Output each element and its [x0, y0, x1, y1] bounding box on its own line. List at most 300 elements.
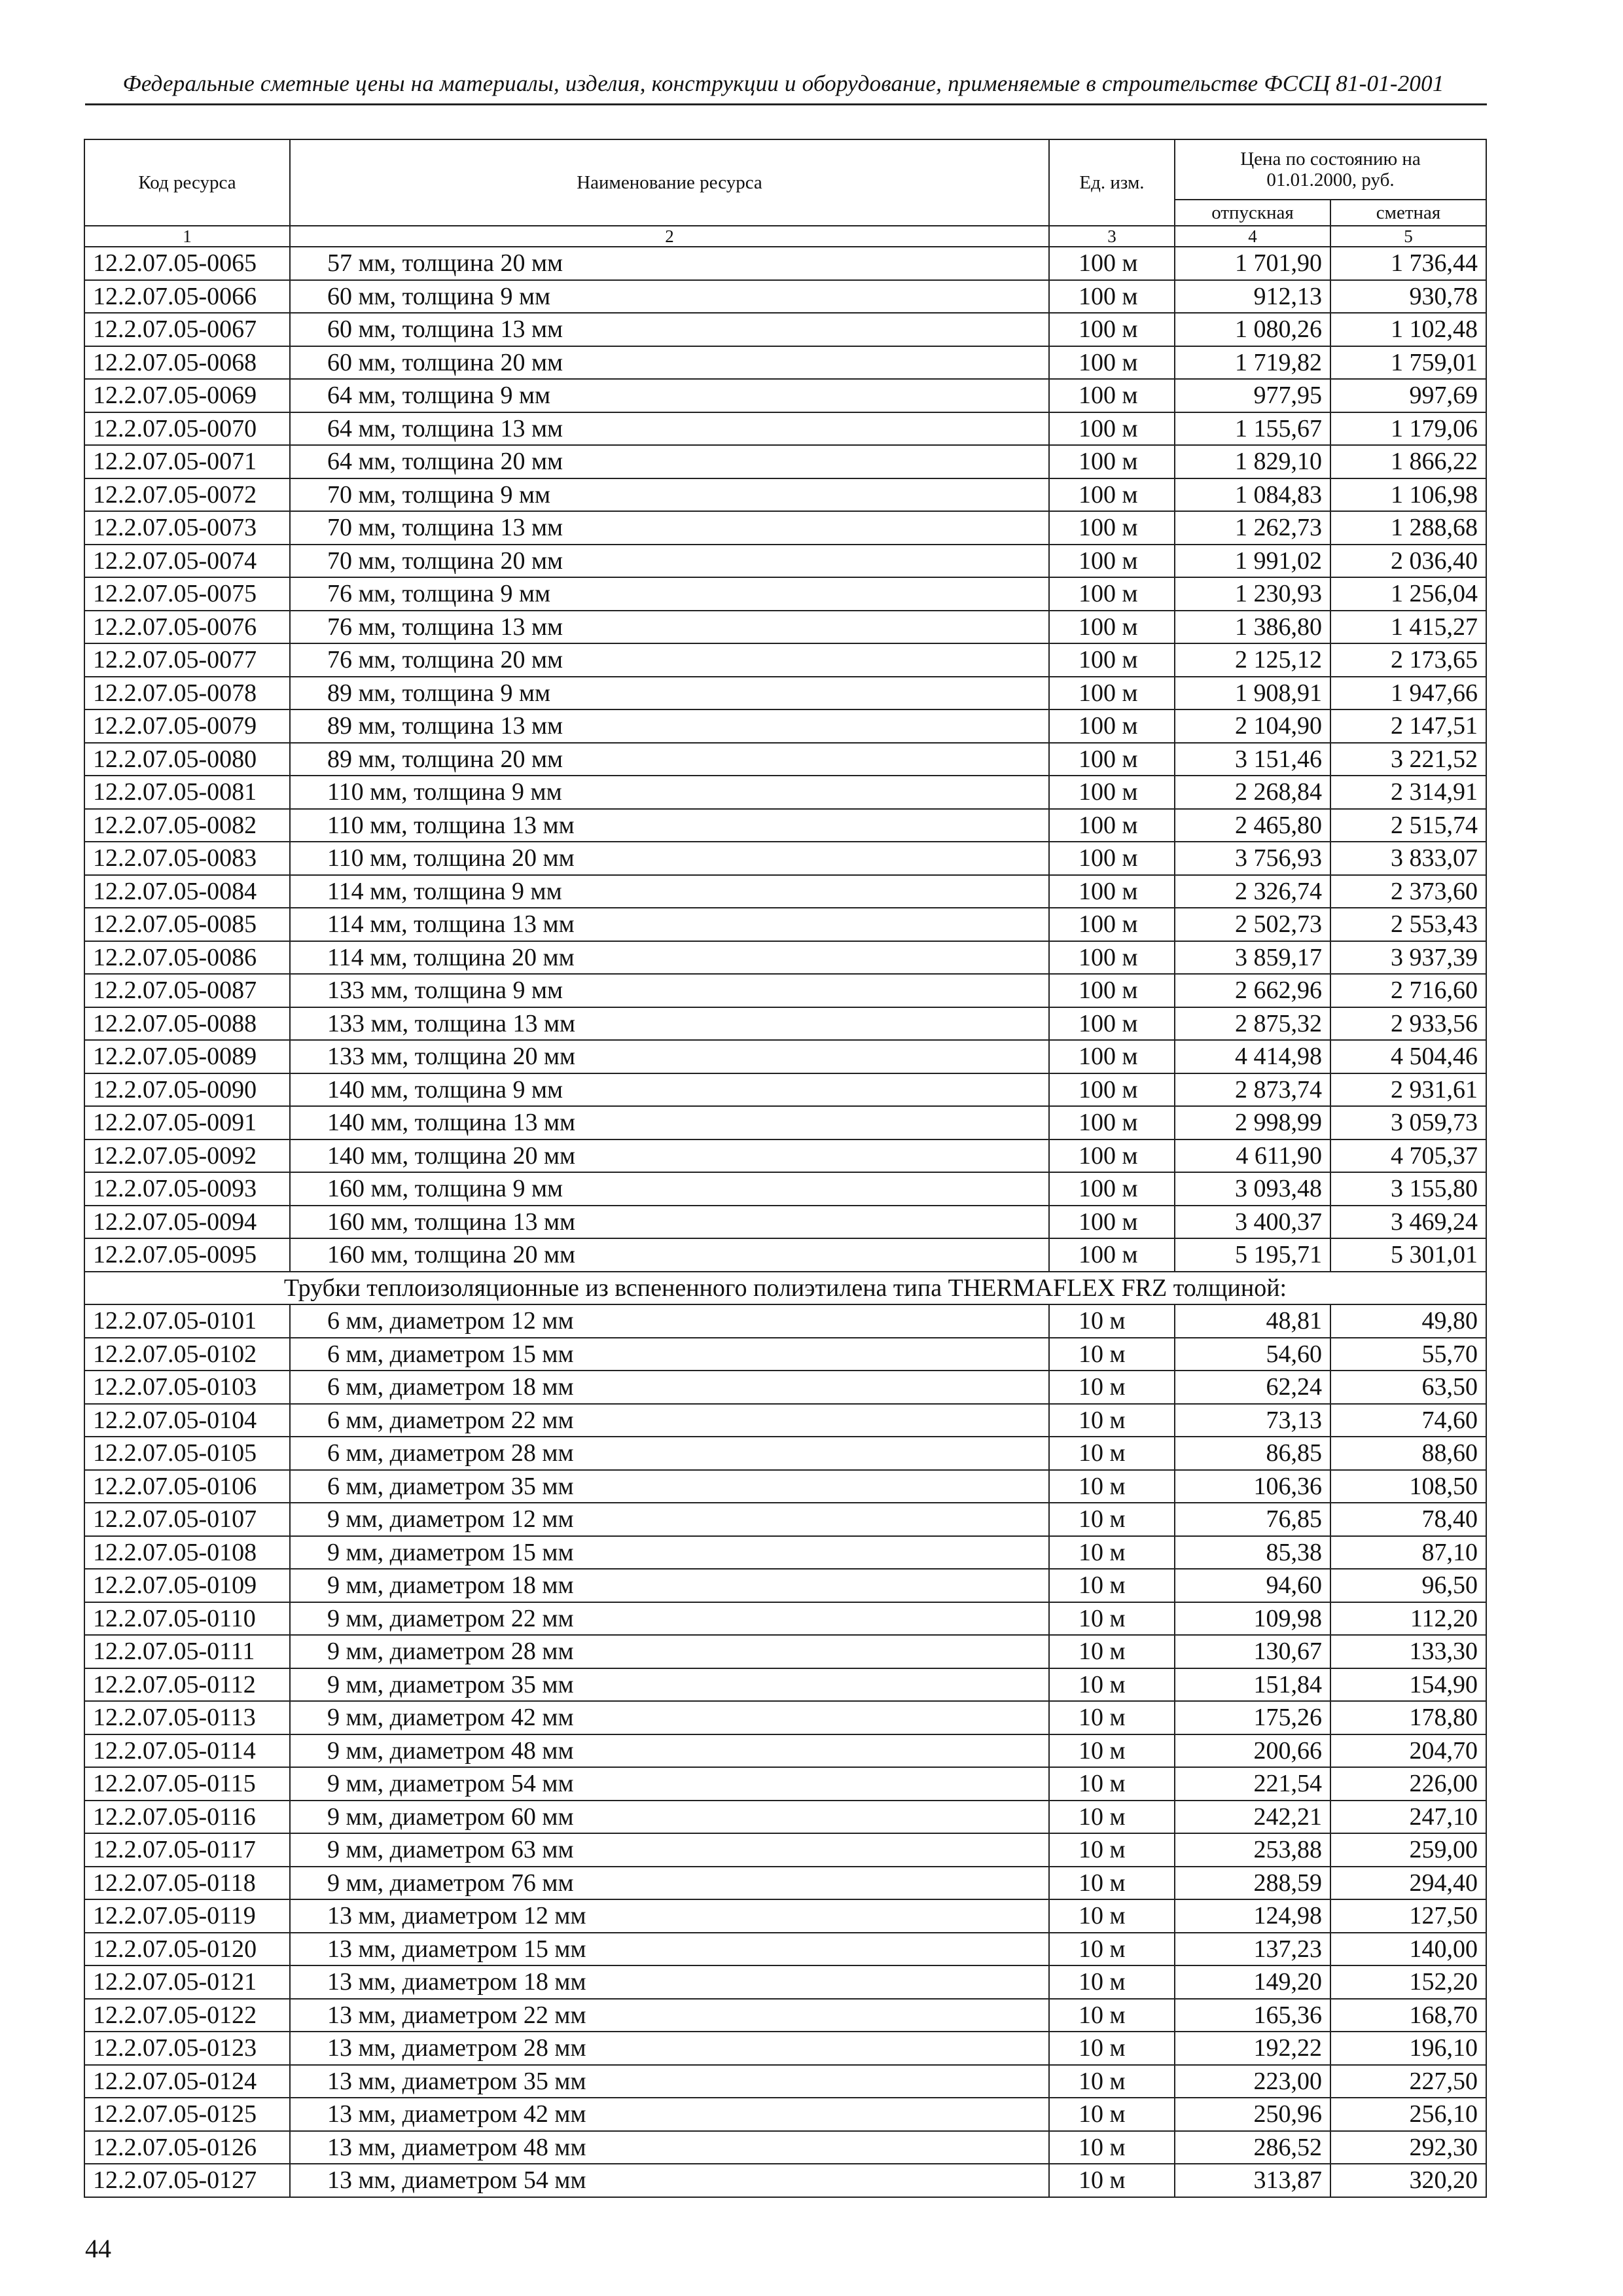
resource-name-cell: 140 мм, толщина 9 мм — [290, 1073, 1049, 1107]
price-estimate-cell: 1 415,27 — [1330, 611, 1486, 644]
price-release-cell: 3 859,17 — [1175, 941, 1330, 975]
price-estimate-cell: 152,20 — [1330, 1965, 1486, 1999]
resource-code-cell: 12.2.07.05-0106 — [84, 1470, 290, 1503]
resource-name-cell: 64 мм, толщина 13 мм — [290, 412, 1049, 446]
price-estimate-cell: 168,70 — [1330, 1999, 1486, 2032]
unit-cell: 10 м — [1049, 1668, 1175, 1702]
price-release-cell: 1 908,91 — [1175, 677, 1330, 710]
price-estimate-cell: 3 833,07 — [1330, 842, 1486, 875]
resource-code-cell: 12.2.07.05-0094 — [84, 1206, 290, 1239]
resource-code-cell: 12.2.07.05-0101 — [84, 1304, 290, 1338]
resource-name-cell: 13 мм, диаметром 22 мм — [290, 1999, 1049, 2032]
price-release-cell: 73,13 — [1175, 1404, 1330, 1437]
table-row — [84, 1470, 1486, 1503]
price-estimate-cell: 3 937,39 — [1330, 941, 1486, 975]
column-number-row — [84, 226, 1486, 247]
price-estimate-cell: 1 102,48 — [1330, 313, 1486, 346]
unit-cell: 100 м — [1049, 677, 1175, 710]
price-estimate-cell: 2 173,65 — [1330, 643, 1486, 677]
price-release-cell: 1 230,93 — [1175, 577, 1330, 611]
resource-code-cell: 12.2.07.05-0081 — [84, 776, 290, 809]
table-row — [84, 1933, 1486, 1966]
price-estimate-cell: 247,10 — [1330, 1801, 1486, 1834]
table-row — [84, 776, 1486, 809]
resource-code-cell: 12.2.07.05-0091 — [84, 1106, 290, 1139]
table-row — [84, 1536, 1486, 1570]
price-estimate-cell: 2 931,61 — [1330, 1073, 1486, 1107]
resource-name-cell: 9 мм, диаметром 15 мм — [290, 1536, 1049, 1570]
resource-name-cell: 9 мм, диаметром 63 мм — [290, 1833, 1049, 1867]
price-release-cell: 109,98 — [1175, 1602, 1330, 1636]
price-estimate-cell: 1 288,68 — [1330, 511, 1486, 545]
resource-name-cell: 76 мм, толщина 9 мм — [290, 577, 1049, 611]
column-number: 3 — [1049, 226, 1175, 247]
price-release-cell: 1 155,67 — [1175, 412, 1330, 446]
resource-name-cell: 6 мм, диаметром 12 мм — [290, 1304, 1049, 1338]
price-estimate-cell: 112,20 — [1330, 1602, 1486, 1636]
price-release-cell: 3 151,46 — [1175, 743, 1330, 776]
price-release-cell: 192,22 — [1175, 2032, 1330, 2065]
table-row — [84, 346, 1486, 380]
price-estimate-cell: 88,60 — [1330, 1437, 1486, 1470]
table-row — [84, 1767, 1486, 1801]
price-estimate-cell: 55,70 — [1330, 1338, 1486, 1371]
resource-code-cell: 12.2.07.05-0114 — [84, 1734, 290, 1768]
unit-cell: 100 м — [1049, 346, 1175, 380]
resource-name-cell: 13 мм, диаметром 18 мм — [290, 1965, 1049, 1999]
table-row — [84, 280, 1486, 314]
table-row — [84, 908, 1486, 941]
price-estimate-cell: 4 504,46 — [1330, 1040, 1486, 1073]
resource-name-cell: 13 мм, диаметром 54 мм — [290, 2164, 1049, 2197]
price-release-cell: 54,60 — [1175, 1338, 1330, 1371]
resource-code-cell: 12.2.07.05-0087 — [84, 974, 290, 1007]
resource-name-cell: 110 мм, толщина 9 мм — [290, 776, 1049, 809]
resource-name-cell: 60 мм, толщина 9 мм — [290, 280, 1049, 314]
resource-code-cell: 12.2.07.05-0125 — [84, 2098, 290, 2131]
col-header-name: Наименование ресурса — [290, 139, 1049, 226]
resource-name-cell: 6 мм, диаметром 15 мм — [290, 1338, 1049, 1371]
price-release-cell: 2 662,96 — [1175, 974, 1330, 1007]
table-row — [84, 842, 1486, 875]
price-estimate-cell: 2 553,43 — [1330, 908, 1486, 941]
price-estimate-cell: 178,80 — [1330, 1701, 1486, 1734]
resource-code-cell: 12.2.07.05-0095 — [84, 1238, 290, 1272]
price-release-cell: 1 701,90 — [1175, 247, 1330, 280]
price-release-cell: 2 465,80 — [1175, 809, 1330, 842]
price-release-cell: 977,95 — [1175, 379, 1330, 412]
price-release-cell: 175,26 — [1175, 1701, 1330, 1734]
unit-cell: 10 м — [1049, 1338, 1175, 1371]
unit-cell: 10 м — [1049, 2032, 1175, 2065]
resource-name-cell: 160 мм, толщина 9 мм — [290, 1172, 1049, 1206]
resource-name-cell: 13 мм, диаметром 28 мм — [290, 2032, 1049, 2065]
unit-cell: 10 м — [1049, 1635, 1175, 1668]
price-estimate-cell: 292,30 — [1330, 2131, 1486, 2164]
resource-code-cell: 12.2.07.05-0116 — [84, 1801, 290, 1834]
price-estimate-cell: 2 515,74 — [1330, 809, 1486, 842]
unit-cell: 100 м — [1049, 1206, 1175, 1239]
resource-name-cell: 114 мм, толщина 9 мм — [290, 875, 1049, 908]
resource-code-cell: 12.2.07.05-0111 — [84, 1635, 290, 1668]
resource-name-cell: 89 мм, толщина 13 мм — [290, 709, 1049, 743]
price-estimate-cell: 108,50 — [1330, 1470, 1486, 1503]
unit-cell: 100 м — [1049, 1007, 1175, 1041]
table-row — [84, 1206, 1486, 1239]
unit-cell: 100 м — [1049, 776, 1175, 809]
table-row — [84, 1867, 1486, 1900]
resource-code-cell: 12.2.07.05-0089 — [84, 1040, 290, 1073]
price-release-cell: 62,24 — [1175, 1371, 1330, 1404]
unit-cell: 10 м — [1049, 1470, 1175, 1503]
price-estimate-cell: 74,60 — [1330, 1404, 1486, 1437]
price-estimate-cell: 154,90 — [1330, 1668, 1486, 1702]
unit-cell: 100 м — [1049, 1106, 1175, 1139]
table-row — [84, 1338, 1486, 1371]
price-release-cell: 137,23 — [1175, 1933, 1330, 1966]
resource-name-cell: 13 мм, диаметром 15 мм — [290, 1933, 1049, 1966]
table-row — [84, 379, 1486, 412]
price-release-cell: 106,36 — [1175, 1470, 1330, 1503]
unit-cell: 100 м — [1049, 908, 1175, 941]
price-release-cell: 3 093,48 — [1175, 1172, 1330, 1206]
resource-name-cell: 70 мм, толщина 9 мм — [290, 478, 1049, 512]
price-estimate-cell: 294,40 — [1330, 1867, 1486, 1900]
price-release-cell: 124,98 — [1175, 1899, 1330, 1933]
resource-code-cell: 12.2.07.05-0067 — [84, 313, 290, 346]
col-header-unit: Ед. изм. — [1049, 139, 1175, 226]
price-release-cell: 253,88 — [1175, 1833, 1330, 1867]
resource-code-cell: 12.2.07.05-0119 — [84, 1899, 290, 1933]
resource-name-cell: 60 мм, толщина 13 мм — [290, 313, 1049, 346]
unit-cell: 100 м — [1049, 643, 1175, 677]
resource-code-cell: 12.2.07.05-0090 — [84, 1073, 290, 1107]
unit-cell: 10 м — [1049, 2131, 1175, 2164]
price-release-cell: 4 414,98 — [1175, 1040, 1330, 1073]
price-estimate-cell: 204,70 — [1330, 1734, 1486, 1768]
resource-name-cell: 9 мм, диаметром 28 мм — [290, 1635, 1049, 1668]
resource-code-cell: 12.2.07.05-0079 — [84, 709, 290, 743]
table-row — [84, 1304, 1486, 1338]
resource-code-cell: 12.2.07.05-0070 — [84, 412, 290, 446]
unit-cell: 10 м — [1049, 1536, 1175, 1570]
table-row — [84, 577, 1486, 611]
resource-code-cell: 12.2.07.05-0118 — [84, 1867, 290, 1900]
table-row — [84, 1437, 1486, 1470]
table-row — [84, 2032, 1486, 2065]
resource-code-cell: 12.2.07.05-0112 — [84, 1668, 290, 1702]
resource-code-cell: 12.2.07.05-0121 — [84, 1965, 290, 1999]
table-row — [84, 743, 1486, 776]
unit-cell: 100 м — [1049, 412, 1175, 446]
resource-name-cell: 9 мм, диаметром 48 мм — [290, 1734, 1049, 1768]
unit-cell: 10 м — [1049, 1801, 1175, 1834]
unit-cell: 100 м — [1049, 545, 1175, 578]
table-row — [84, 1503, 1486, 1536]
resource-code-cell: 12.2.07.05-0066 — [84, 280, 290, 314]
price-estimate-cell: 96,50 — [1330, 1569, 1486, 1602]
unit-cell: 10 м — [1049, 1371, 1175, 1404]
table-row — [84, 1833, 1486, 1867]
resource-name-cell: 6 мм, диаметром 18 мм — [290, 1371, 1049, 1404]
price-release-cell: 149,20 — [1175, 1965, 1330, 1999]
unit-cell: 100 м — [1049, 478, 1175, 512]
price-release-cell: 250,96 — [1175, 2098, 1330, 2131]
resource-code-cell: 12.2.07.05-0103 — [84, 1371, 290, 1404]
unit-cell: 100 м — [1049, 379, 1175, 412]
price-estimate-cell: 997,69 — [1330, 379, 1486, 412]
resource-name-cell: 64 мм, толщина 9 мм — [290, 379, 1049, 412]
price-estimate-cell: 87,10 — [1330, 1536, 1486, 1570]
resource-code-cell: 12.2.07.05-0117 — [84, 1833, 290, 1867]
unit-cell: 10 м — [1049, 1569, 1175, 1602]
col-header-code: Код ресурса — [84, 139, 290, 226]
resource-code-cell: 12.2.07.05-0071 — [84, 445, 290, 478]
price-release-cell: 912,13 — [1175, 280, 1330, 314]
unit-cell: 100 м — [1049, 1139, 1175, 1173]
unit-cell: 10 м — [1049, 1933, 1175, 1966]
price-release-cell: 2 104,90 — [1175, 709, 1330, 743]
price-release-cell: 242,21 — [1175, 1801, 1330, 1834]
resource-code-cell: 12.2.07.05-0072 — [84, 478, 290, 512]
price-release-cell: 1 080,26 — [1175, 313, 1330, 346]
price-release-cell: 4 611,90 — [1175, 1139, 1330, 1173]
unit-cell: 10 м — [1049, 1503, 1175, 1536]
resource-name-cell: 57 мм, толщина 20 мм — [290, 247, 1049, 280]
unit-cell: 10 м — [1049, 1404, 1175, 1437]
unit-cell: 10 м — [1049, 1767, 1175, 1801]
resource-name-cell: 13 мм, диаметром 42 мм — [290, 2098, 1049, 2131]
table-row — [84, 1801, 1486, 1834]
unit-cell: 10 м — [1049, 1833, 1175, 1867]
resource-code-cell: 12.2.07.05-0069 — [84, 379, 290, 412]
price-release-cell: 3 756,93 — [1175, 842, 1330, 875]
resource-code-cell: 12.2.07.05-0065 — [84, 247, 290, 280]
unit-cell: 100 м — [1049, 511, 1175, 545]
resource-name-cell: 6 мм, диаметром 22 мм — [290, 1404, 1049, 1437]
price-estimate-cell: 1 759,01 — [1330, 346, 1486, 380]
price-estimate-cell: 256,10 — [1330, 2098, 1486, 2131]
resource-name-cell: 9 мм, диаметром 54 мм — [290, 1767, 1049, 1801]
price-estimate-cell: 2 373,60 — [1330, 875, 1486, 908]
price-table — [84, 139, 1487, 2198]
price-estimate-cell: 49,80 — [1330, 1304, 1486, 1338]
unit-cell: 100 м — [1049, 709, 1175, 743]
resource-name-cell: 140 мм, толщина 13 мм — [290, 1106, 1049, 1139]
price-estimate-cell: 5 301,01 — [1330, 1238, 1486, 1272]
table-row — [84, 809, 1486, 842]
resource-name-cell: 60 мм, толщина 20 мм — [290, 346, 1049, 380]
resource-name-cell: 76 мм, толщина 13 мм — [290, 611, 1049, 644]
table-row — [84, 1999, 1486, 2032]
resource-code-cell: 12.2.07.05-0092 — [84, 1139, 290, 1173]
price-estimate-cell: 1 866,22 — [1330, 445, 1486, 478]
price-release-cell: 2 125,12 — [1175, 643, 1330, 677]
section-block — [84, 1272, 1486, 1305]
table-row — [84, 2065, 1486, 2098]
unit-cell: 10 м — [1049, 1867, 1175, 1900]
resource-name-cell: 133 мм, толщина 13 мм — [290, 1007, 1049, 1041]
table-row — [84, 1106, 1486, 1139]
price-estimate-cell: 3 155,80 — [1330, 1172, 1486, 1206]
resource-name-cell: 140 мм, толщина 20 мм — [290, 1139, 1049, 1173]
price-release-cell: 313,87 — [1175, 2164, 1330, 2197]
price-release-cell: 76,85 — [1175, 1503, 1330, 1536]
table-row — [84, 412, 1486, 446]
price-estimate-cell: 2 716,60 — [1330, 974, 1486, 1007]
resource-code-cell: 12.2.07.05-0085 — [84, 908, 290, 941]
table-row — [84, 875, 1486, 908]
price-release-cell: 1 084,83 — [1175, 478, 1330, 512]
resource-name-cell: 9 мм, диаметром 22 мм — [290, 1602, 1049, 1636]
page-number: 44 — [85, 2234, 111, 2263]
price-release-cell: 86,85 — [1175, 1437, 1330, 1470]
unit-cell: 10 м — [1049, 1999, 1175, 2032]
price-release-cell: 1 829,10 — [1175, 445, 1330, 478]
table-row — [84, 2164, 1486, 2197]
price-estimate-cell: 1 947,66 — [1330, 677, 1486, 710]
price-estimate-cell: 2 314,91 — [1330, 776, 1486, 809]
price-estimate-cell: 1 256,04 — [1330, 577, 1486, 611]
price-release-cell: 221,54 — [1175, 1767, 1330, 1801]
table-row — [84, 545, 1486, 578]
unit-cell: 10 м — [1049, 1701, 1175, 1734]
resource-code-cell: 12.2.07.05-0082 — [84, 809, 290, 842]
table-row — [84, 941, 1486, 975]
price-release-cell: 2 998,99 — [1175, 1106, 1330, 1139]
resource-code-cell: 12.2.07.05-0102 — [84, 1338, 290, 1371]
resource-name-cell: 160 мм, толщина 20 мм — [290, 1238, 1049, 1272]
price-release-cell: 2 268,84 — [1175, 776, 1330, 809]
price-estimate-cell: 4 705,37 — [1330, 1139, 1486, 1173]
resource-code-cell: 12.2.07.05-0127 — [84, 2164, 290, 2197]
table-row — [84, 974, 1486, 1007]
table-body-pipes — [84, 247, 1486, 1272]
unit-cell: 100 м — [1049, 941, 1175, 975]
resource-name-cell: 133 мм, толщина 20 мм — [290, 1040, 1049, 1073]
price-estimate-cell: 63,50 — [1330, 1371, 1486, 1404]
table-row — [84, 1569, 1486, 1602]
resource-name-cell: 133 мм, толщина 9 мм — [290, 974, 1049, 1007]
price-estimate-cell: 3 469,24 — [1330, 1206, 1486, 1239]
resource-code-cell: 12.2.07.05-0093 — [84, 1172, 290, 1206]
unit-cell: 100 м — [1049, 1238, 1175, 1272]
price-estimate-cell: 2 933,56 — [1330, 1007, 1486, 1041]
resource-code-cell: 12.2.07.05-0080 — [84, 743, 290, 776]
resource-name-cell: 76 мм, толщина 20 мм — [290, 643, 1049, 677]
unit-cell: 100 м — [1049, 577, 1175, 611]
table-row — [84, 2098, 1486, 2131]
price-estimate-cell: 259,00 — [1330, 1833, 1486, 1867]
resource-code-cell: 12.2.07.05-0123 — [84, 2032, 290, 2065]
resource-name-cell: 70 мм, толщина 13 мм — [290, 511, 1049, 545]
table-row — [84, 677, 1486, 710]
price-estimate-cell: 1 106,98 — [1330, 478, 1486, 512]
unit-cell: 10 м — [1049, 1734, 1175, 1768]
resource-name-cell: 114 мм, толщина 13 мм — [290, 908, 1049, 941]
price-estimate-cell: 2 147,51 — [1330, 709, 1486, 743]
table-row — [84, 1007, 1486, 1041]
resource-code-cell: 12.2.07.05-0122 — [84, 1999, 290, 2032]
table-row — [84, 1371, 1486, 1404]
resource-name-cell: 64 мм, толщина 20 мм — [290, 445, 1049, 478]
resource-code-cell: 12.2.07.05-0104 — [84, 1404, 290, 1437]
col-header-price-group: Цена по состоянию на 01.01.2000, руб. — [1175, 139, 1486, 200]
price-release-cell: 151,84 — [1175, 1668, 1330, 1702]
resource-code-cell: 12.2.07.05-0120 — [84, 1933, 290, 1966]
price-estimate-cell: 2 036,40 — [1330, 545, 1486, 578]
unit-cell: 100 м — [1049, 974, 1175, 1007]
running-header: Федеральные сметные цены на материалы, изделия, конструкции и оборудование, применяемые в строительстве ФССЦ 81-01-2001 — [122, 71, 1444, 96]
resource-code-cell: 12.2.07.05-0115 — [84, 1767, 290, 1801]
header-rule — [85, 103, 1487, 105]
price-release-cell: 85,38 — [1175, 1536, 1330, 1570]
price-estimate-cell: 227,50 — [1330, 2065, 1486, 2098]
table-row — [84, 1668, 1486, 1702]
unit-cell: 10 м — [1049, 1437, 1175, 1470]
resource-name-cell: 9 мм, диаметром 18 мм — [290, 1569, 1049, 1602]
resource-name-cell: 6 мм, диаметром 28 мм — [290, 1437, 1049, 1470]
resource-code-cell: 12.2.07.05-0124 — [84, 2065, 290, 2098]
resource-code-cell: 12.2.07.05-0075 — [84, 577, 290, 611]
resource-code-cell: 12.2.07.05-0086 — [84, 941, 290, 975]
price-release-cell: 130,67 — [1175, 1635, 1330, 1668]
unit-cell: 10 м — [1049, 1899, 1175, 1933]
table-row — [84, 1404, 1486, 1437]
price-estimate-cell: 127,50 — [1330, 1899, 1486, 1933]
resource-name-cell: 9 мм, диаметром 35 мм — [290, 1668, 1049, 1702]
resource-code-cell: 12.2.07.05-0073 — [84, 511, 290, 545]
section-heading: Трубки теплоизоляционные из вспененного полиэтилена типа THERMAFLEX FRZ толщиной: — [84, 1272, 1486, 1305]
unit-cell: 10 м — [1049, 2164, 1175, 2197]
price-release-cell: 1 719,82 — [1175, 346, 1330, 380]
price-estimate-cell: 1 736,44 — [1330, 247, 1486, 280]
price-release-cell: 288,59 — [1175, 1867, 1330, 1900]
resource-code-cell: 12.2.07.05-0074 — [84, 545, 290, 578]
resource-name-cell: 160 мм, толщина 13 мм — [290, 1206, 1049, 1239]
unit-cell: 100 м — [1049, 445, 1175, 478]
table-row — [84, 709, 1486, 743]
price-estimate-cell: 1 179,06 — [1330, 412, 1486, 446]
unit-cell: 100 м — [1049, 611, 1175, 644]
table-row — [84, 445, 1486, 478]
resource-code-cell: 12.2.07.05-0108 — [84, 1536, 290, 1570]
resource-code-cell: 12.2.07.05-0126 — [84, 2131, 290, 2164]
resource-code-cell: 12.2.07.05-0088 — [84, 1007, 290, 1041]
price-release-cell: 48,81 — [1175, 1304, 1330, 1338]
price-release-cell: 3 400,37 — [1175, 1206, 1330, 1239]
price-release-cell: 2 875,32 — [1175, 1007, 1330, 1041]
price-release-cell: 1 262,73 — [1175, 511, 1330, 545]
table-row — [84, 1965, 1486, 1999]
resource-name-cell: 89 мм, толщина 9 мм — [290, 677, 1049, 710]
resource-name-cell: 110 мм, толщина 20 мм — [290, 842, 1049, 875]
price-estimate-cell: 320,20 — [1330, 2164, 1486, 2197]
column-number: 5 — [1330, 226, 1486, 247]
table-row — [84, 1734, 1486, 1768]
price-estimate-cell: 78,40 — [1330, 1503, 1486, 1536]
resource-code-cell: 12.2.07.05-0084 — [84, 875, 290, 908]
resource-code-cell: 12.2.07.05-0083 — [84, 842, 290, 875]
col-header-price-release: отпускная — [1175, 200, 1330, 226]
price-estimate-cell: 930,78 — [1330, 280, 1486, 314]
table-row — [84, 511, 1486, 545]
price-release-cell: 165,36 — [1175, 1999, 1330, 2032]
table-row — [84, 1139, 1486, 1173]
resource-name-cell: 9 мм, диаметром 12 мм — [290, 1503, 1049, 1536]
price-estimate-cell: 3 059,73 — [1330, 1106, 1486, 1139]
table-row — [84, 313, 1486, 346]
